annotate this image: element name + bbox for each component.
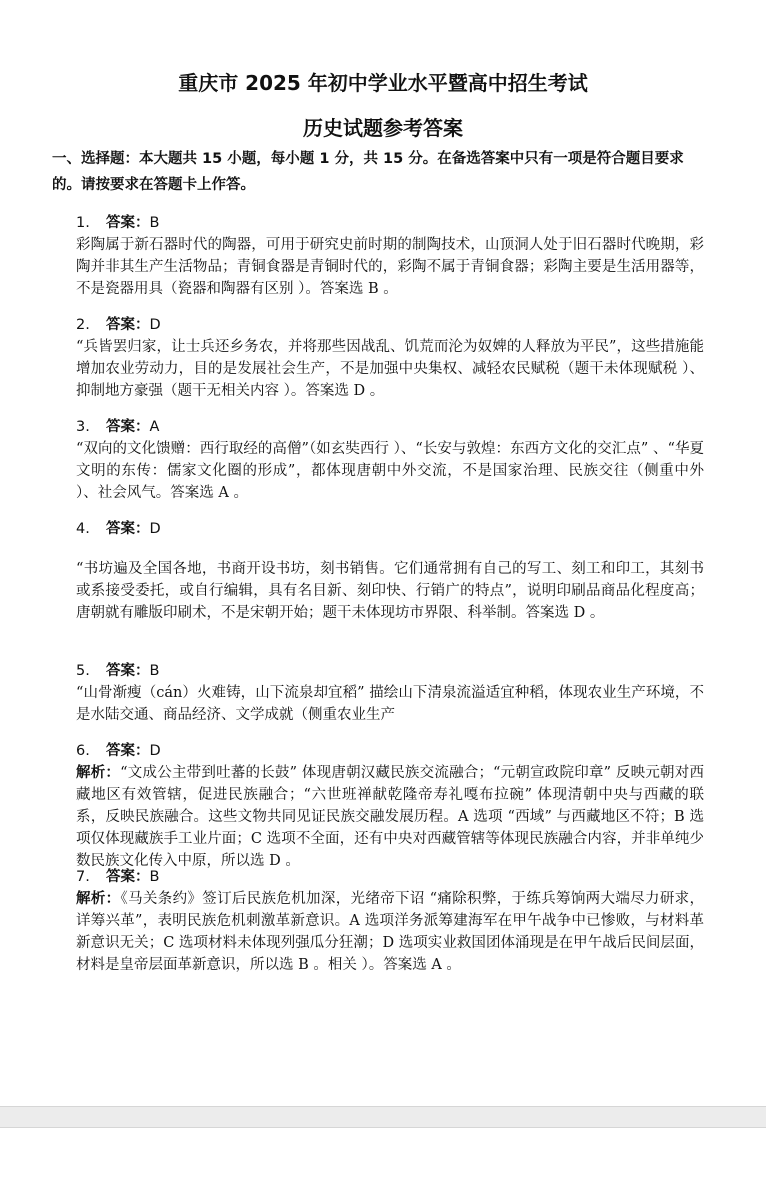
question-item-2	[76, 314, 704, 402]
question-number: 3.	[76, 419, 90, 435]
analysis-label: 解析：	[76, 765, 121, 781]
answer-value: B	[149, 215, 160, 231]
answer-label: 答案：	[106, 317, 150, 333]
question-explanation	[76, 888, 704, 976]
question-explanation: “山骨渐瘦（cán）火难铸，山下流泉却宜稻” 描绘山下清泉流溢适宜种稻，体现农业生产环境，不是水陆交通、商品经济、文学成就（侧重农业生产	[76, 685, 704, 723]
question-item-4	[76, 518, 704, 624]
question-explanation: “书坊遍及全国各地，书商开设书坊，刻书销售。它们通常拥有自己的写工、刻工和印工，其刻书或系接受委托，或自行编辑，具有名目新、刻印快、行销广的特点”，说明印刷品商品化程度高；唐朝就有雕版印刷术，不是宋朝开始；题干未体现坊市界限、科举制。答案选 D 。	[76, 561, 704, 621]
answer-value: B	[149, 663, 160, 679]
question-explanation: “双向的文化馈赠：西行取经的高僧”（如玄奘西行 ）、“长安与敦煌：东西方文化的交汇点” 、“华夏文明的东传：儒家文化圈的形成”，都体现唐朝中外交流，不是国家治理、民族交往（侧重中外 ）、社会风气。答案选 A 。	[76, 441, 704, 501]
question-number: 7.	[76, 869, 90, 885]
answer-label: 答案：	[106, 521, 150, 537]
question-number: 1.	[76, 215, 90, 231]
analysis-text: 《马关条约》签订后民族危机加深，光绪帝下诏 “痛除积弊，于练兵筹饷两大端尽力研求，详筹兴革”，表明民族危机刺激革新意识。A 选项洋务派筹建海军在甲午战争中已惨败，与材料革新意识无关；C 选项材料未体现列强瓜分狂潮；D 选项实业救国团体涌现是在甲午战后民间层面，材料是皇帝层面革新意识，所以选 B 。相关 ）。答案选 A 。	[76, 891, 704, 973]
question-number: 5.	[76, 663, 90, 679]
question-explanation: “兵皆罢归家，让士兵还乡务农，并将那些因战乱、饥荒而沦为奴婢的人释放为平民”，这些措施能增加农业劳动力，目的是发展社会生产，不是加强中央集权、减轻农民赋税（题干未体现赋税 ）、抑制地方豪强（题干无相关内容 ）。答案选 D 。	[76, 339, 704, 399]
document-subtitle: 历史试题参考答案	[303, 116, 463, 140]
section-heading: 一、选择题：本大题共 15 小题，每小题 1 分，共 15 分。在备选答案中只有一项是符合题目要求的。请按要求在答题卡上作答。	[52, 151, 684, 193]
analysis-text: “文成公主带到吐蕃的长鼓” 体现唐朝汉藏民族交流融合；“元朝宣政院印章” 反映元朝对西藏地区有效管辖，促进民族融合；“六世班禅献乾隆帝寿礼嘎布拉碗” 体现清朝中央与西藏的联系，反映民族融合。这些文物共同见证民族交融发展历程。A 选项 “西域” 与西藏地区不符；B 选项仅体现藏族手工业片面；C 选项不全面，还有中央对西藏管辖等体现民族融合内容，并非单纯少数民族文化传入中原，所以选 D 。	[76, 765, 704, 869]
viewer-page-gap	[0, 1106, 766, 1128]
question-explanation: 彩陶属于新石器时代的陶器，可用于研究史前时期的制陶技术，山顶洞人处于旧石器时代晚期，彩陶并非其生产生活物品；青铜食器是青铜时代的，彩陶不属于青铜食器；彩陶主要是生活用器等，不是瓷器用具（瓷器和陶器有区别 ）。答案选 B 。	[76, 237, 704, 297]
question-item-1	[76, 212, 704, 300]
question-number: 6.	[76, 743, 90, 759]
document-title: 重庆市 2025 年初中学业水平暨高中招生考试	[178, 71, 588, 95]
answer-label: 答案：	[106, 215, 150, 231]
answer-value: B	[149, 869, 160, 885]
question-explanation	[76, 762, 704, 872]
question-number: 4.	[76, 521, 90, 537]
question-item-3	[76, 416, 704, 504]
question-number: 2.	[76, 317, 90, 333]
analysis-label: 解析：	[76, 891, 121, 907]
answer-label: 答案：	[106, 743, 150, 759]
answer-label: 答案：	[106, 663, 150, 679]
question-item-6	[76, 740, 704, 872]
answer-value: D	[149, 521, 161, 537]
answer-value: D	[149, 743, 161, 759]
answer-label: 答案：	[106, 419, 150, 435]
answer-value: A	[149, 419, 160, 435]
question-item-5	[76, 660, 704, 726]
question-item-7	[76, 866, 704, 976]
answer-label: 答案：	[106, 869, 150, 885]
answer-value: D	[149, 317, 161, 333]
